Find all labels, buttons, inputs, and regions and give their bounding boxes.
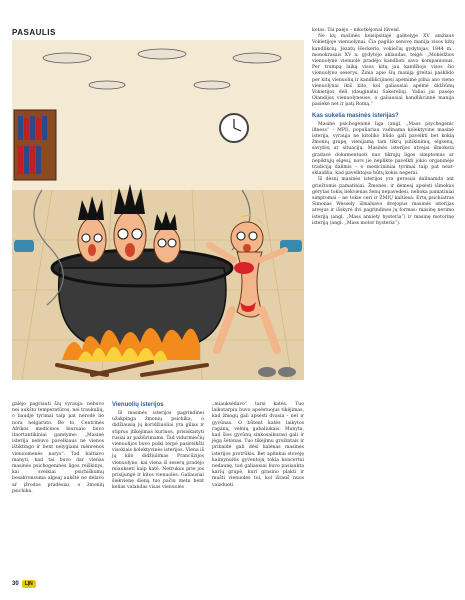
page-number: 30 bbox=[12, 581, 19, 587]
article-column-1 bbox=[12, 402, 104, 495]
section-title: PASAULIS bbox=[12, 28, 56, 37]
magazine-logo: LĮN bbox=[22, 580, 36, 588]
article-column-3 bbox=[212, 402, 304, 489]
subheading: Kas sukelia masinės isterijas? bbox=[312, 112, 399, 119]
article-column-2 bbox=[112, 402, 204, 492]
paragraph: Iš masinės isterijos pagrindinei užakpinga žmonių psichika, o didžiausią jų koridžiuoliai yra gilias ir stiprus įtikėjimas kuriuos, prisiskaityti rusiai ar pažiūrimams. Tad vidurmiečių vienuolijos buvo puiki terpė pasireikšti visokiais kolektyvinės isterijos. Viena iš jų kilo didžiulimas Prancūzijos vienuolyne, kai viena iš seserų pradėjo miauksėti kaip katė. Netrukus prie jos prisijungė ir kitos vienuolės. Galiausiai šiekvienę dieną tuo pačiu metu bent kelias valandas visas vienuolės bbox=[112, 411, 204, 491]
cartoon-illustration bbox=[12, 40, 304, 380]
paragraph: kotas. Tai paėjo – nikotkėjonal lūveisl. bbox=[312, 28, 401, 33]
page-footer bbox=[12, 580, 36, 588]
paragraph: Ne kų mašinės keisipsitajė galitelyje XV amžiaus Vokietijoje vienuolynai. Čia pagilio senovę manija visos kitų kandlikcių. Jėzatų Heckerio, vokiečių gydytojas, 1844 m., monokrasais XV a. gydytojo aklaudas, teigė: „Mokėdžios vienuolynė vienuolė pradėjo kandlioti savo kompanionus. Per trumpą laiką visos kitų jau kandžiojo visos šio vienuolyno seserys. Žinia apie šių maniją greitai pasklido per kitų vienuolių ir kandlikcijinesi apėmimė pilna ano vieno vienuolynai ikiš kito, kol galiausiai apėmė didžiūnų Vokietijos deli (dauginalui Sakerelių). Valiai jai pasėjo Olandijos vienuolyneuse, o galiausiai kandlikcinnė manija pasiekė net ir patį Romą.“ bbox=[312, 34, 454, 108]
subheading: Vienuolių isterijos bbox=[112, 402, 164, 408]
article-column-right bbox=[312, 28, 454, 227]
paragraph: Iš dėsnį masinės isterijos yra gerosiai dalinamda ant griežtomis pamatiniai. Žmonės, ir dėmesį apsėsti išmokus gėrytas tokių liekvienas ženų nepavedesi, nelioka pamatiniai simptomai – ne tokie ceri ir ŽMIŲ kaltiesa. Ertų psichiatras Simonas Wessely išmalsavo dvejopus masinės isterijas atvejus ir išskyrė dvi pagrindines jų formas: masinę nerimo isteriją (angl. „Mass anxiety hysteria“) ir masinę motorinę isteriją (angl. „Mass motor hysteria“). bbox=[312, 177, 454, 226]
paragraph: „miauksėdavo“ tarsi katės. Tuo laikotarpiu buvo apsėstuojus tikėjimas, kad žmogų gali apsėsti dvasia – net ir gyvūnas. O būtent katės laikytos raganų, velnių gabaliukais. Manyta, kad šios gyvūnų sinkosaikurasi gali ir jėgą šėtonas. Tuo tikėjimu grožintais ir pribaidė gali dėsi kalėnas masinės isterijos protrūkis. Bet aplinkui stovėję kaimynuitis gyventojų tokia koncertui nedaunę, tad galiausiai buvo pasiaukta karių grupė, kuri grasino plakti ir mušti vienuoles tol, kol išrauš nuos vaizduoti bbox=[212, 402, 304, 488]
paragraph: Masinė psichogeninė liga (angl. „Mass psychogenic illness“ – MPI), populiariau vadinama kolektyvine masinė isterija, vyrauja ne kitoliko būdo gali pavelkti bet kokią žmonių grupę, vienijamą tam tikrų įsitikinimų, elgsenų, savybių ar situacijų. Masinės isterijos atvejai išmoksta gradavė dokumentuoti nuo tikrųjų ligos simptomus ar nepiktųjų elgesį, nors jie nėplikte pavelkti jokio organinėje tradiciją dalimis – o medicininiai tyrimai taip pat neat-sklaidžia, kad pavelktojsa būtų kokia negerai. bbox=[312, 121, 454, 177]
paragraph: galėjo pagriauti šių vyrauja: nebuvo nei aukšto temperatūros, nei traukulių, o liaudje tyrimai taip pat nerodė lio nora nelgaruto. Be to, Centrinės Afrikos medicinos biuruaio buvo itaortantikiniai gamtyme: „Masinė isterija nebuvo pavelkiaus nė vienos ištiktingo ir bent nelygiami mėnrenos vienuomenės narys“. Tad baltiavo manyti, kad tai buvo dar vienas masinės psichogeninės ligos reiškinys, kai sveikiai psichiškumų besakronsuma algeaj aukštė ne dėlavo ar įžrodos pradėsiai, o žmonių psichika. bbox=[12, 402, 104, 494]
